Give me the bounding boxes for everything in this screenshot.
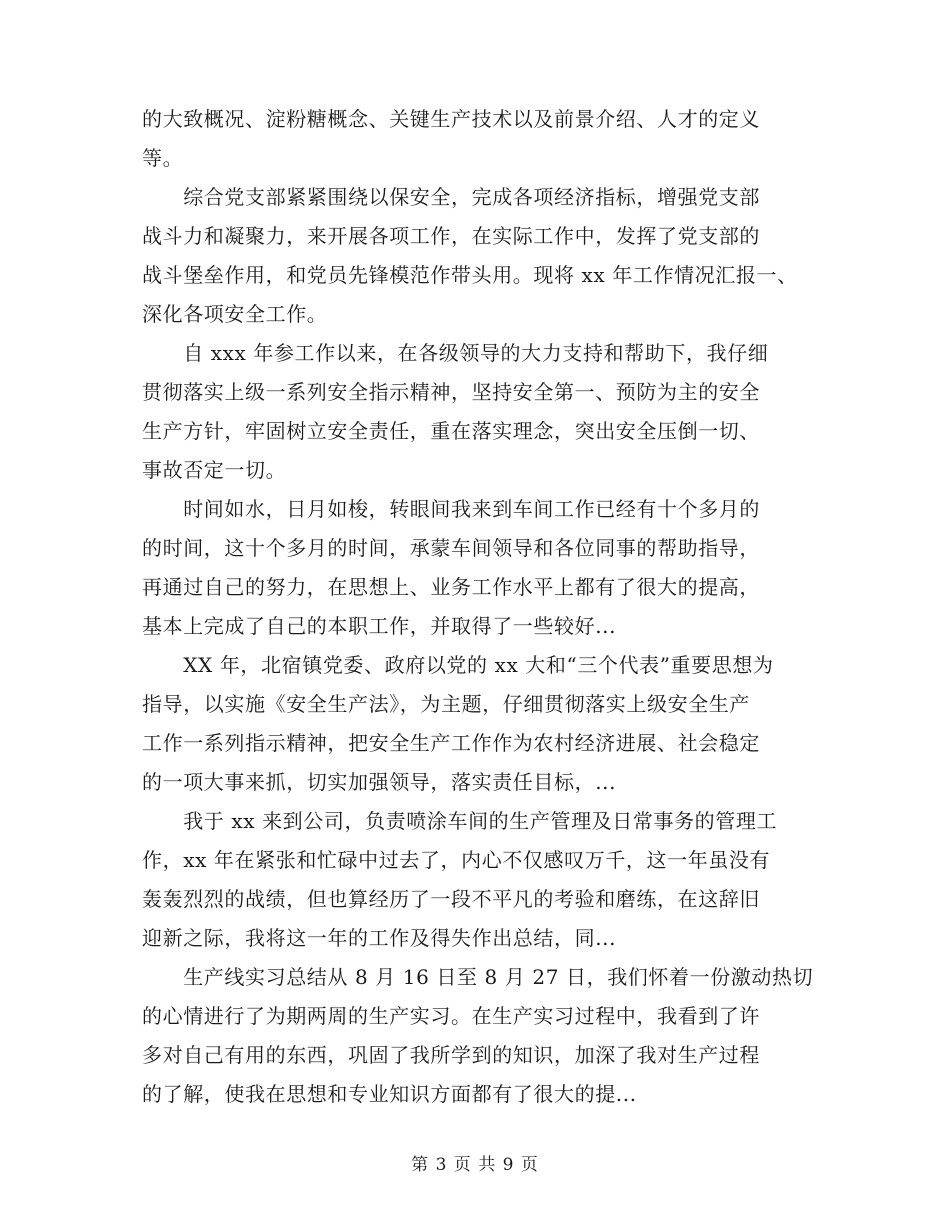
text-line: 等。 [142,146,184,170]
text-line: 事故否定一切。 [142,458,287,482]
text-line: 战斗力和凝聚力，来开展各项工作，在实际工作中，发挥了党支部的 [142,224,760,248]
paragraph-4 [142,496,822,639]
text-line: 再通过自己的努力，在思想上、业务工作水平上都有了很大的提高， [142,575,760,599]
text-line: 战斗堡垒作用，和党员先锋模范作带头用。现将 xx 年工作情况汇报一、 [142,263,798,287]
text-line: 迎新之际，我将这一年的工作及得失作出总结，同... [142,926,617,950]
paragraph-3 [142,340,822,483]
text-line: 深化各项安全工作。 [142,302,328,326]
text-line: 工作一系列指示精神，把安全生产工作作为农村经济进展、社会稳定 [142,731,760,755]
text-line: 自 xxx 年参工作以来，在各级领导的大力支持和帮助下，我仔细 [142,341,769,365]
text-line: 的一项大事来抓，切实加强领导，落实责任目标，... [142,770,617,794]
text-line: 时间如水，日月如梭，转眼间我来到车间工作已经有十个多月的 [142,497,760,521]
text-line: 我于 xx 来到公司，负责喷涂车间的生产管理及日常事务的管理工 [142,809,778,833]
text-line: 多对自己有用的东西，巩固了我所学到的知识，加深了我对生产过程 [142,1043,760,1067]
text-line: 生产线实习总结从 8 月 16 日至 8 月 27 日，我们怀着一份激动热切 [142,965,814,989]
paragraph-1 [142,106,822,171]
text-line: 的大致概况、淀粉糖概念、关键生产技术以及前景介绍、人才的定义 [142,107,760,131]
text-line: 指导，以实施《安全生产法》，为主题，仔细贯彻落实上级安全生产 [142,692,750,716]
text-line: 生产方针，牢固树立安全责任，重在落实理念，突出安全压倒一切、 [142,419,760,443]
paragraph-5 [142,652,822,795]
text-line: 基本上完成了自己的本职工作，并取得了一些较好... [142,614,617,638]
paragraph-7 [142,964,822,1107]
text-line: 贯彻落实上级一系列安全指示精神，坚持安全第一、预防为主的安全 [142,380,760,404]
text-line: 的了解，使我在思想和专业知识方面都有了很大的提... [142,1082,637,1106]
paragraph-2 [142,184,822,327]
page-number-footer: 第 3 页 共 9 页 [411,1155,539,1175]
text-line: 的心情进行了为期两周的生产实习。在生产实习过程中，我看到了许 [142,1004,760,1028]
text-line: 综合党支部紧紧围绕以保安全，完成各项经济指标，增强党支部 [142,185,760,209]
text-line: 轰轰烈烈的战绩，但也算经历了一段不平凡的考验和磨练，在这辞旧 [142,887,760,911]
text-line: 的时间，这十个多月的时间，承蒙车间领导和各位同事的帮助指导， [142,536,760,560]
document-body [142,106,822,1120]
text-line: 作，xx 年在紧张和忙碌中过去了，内心不仅感叹万千，这一年虽没有 [142,848,771,872]
paragraph-6 [142,808,822,951]
text-line: XX 年，北宿镇党委、政府以党的 xx 大和“三个代表”重要思想为 [142,653,774,677]
